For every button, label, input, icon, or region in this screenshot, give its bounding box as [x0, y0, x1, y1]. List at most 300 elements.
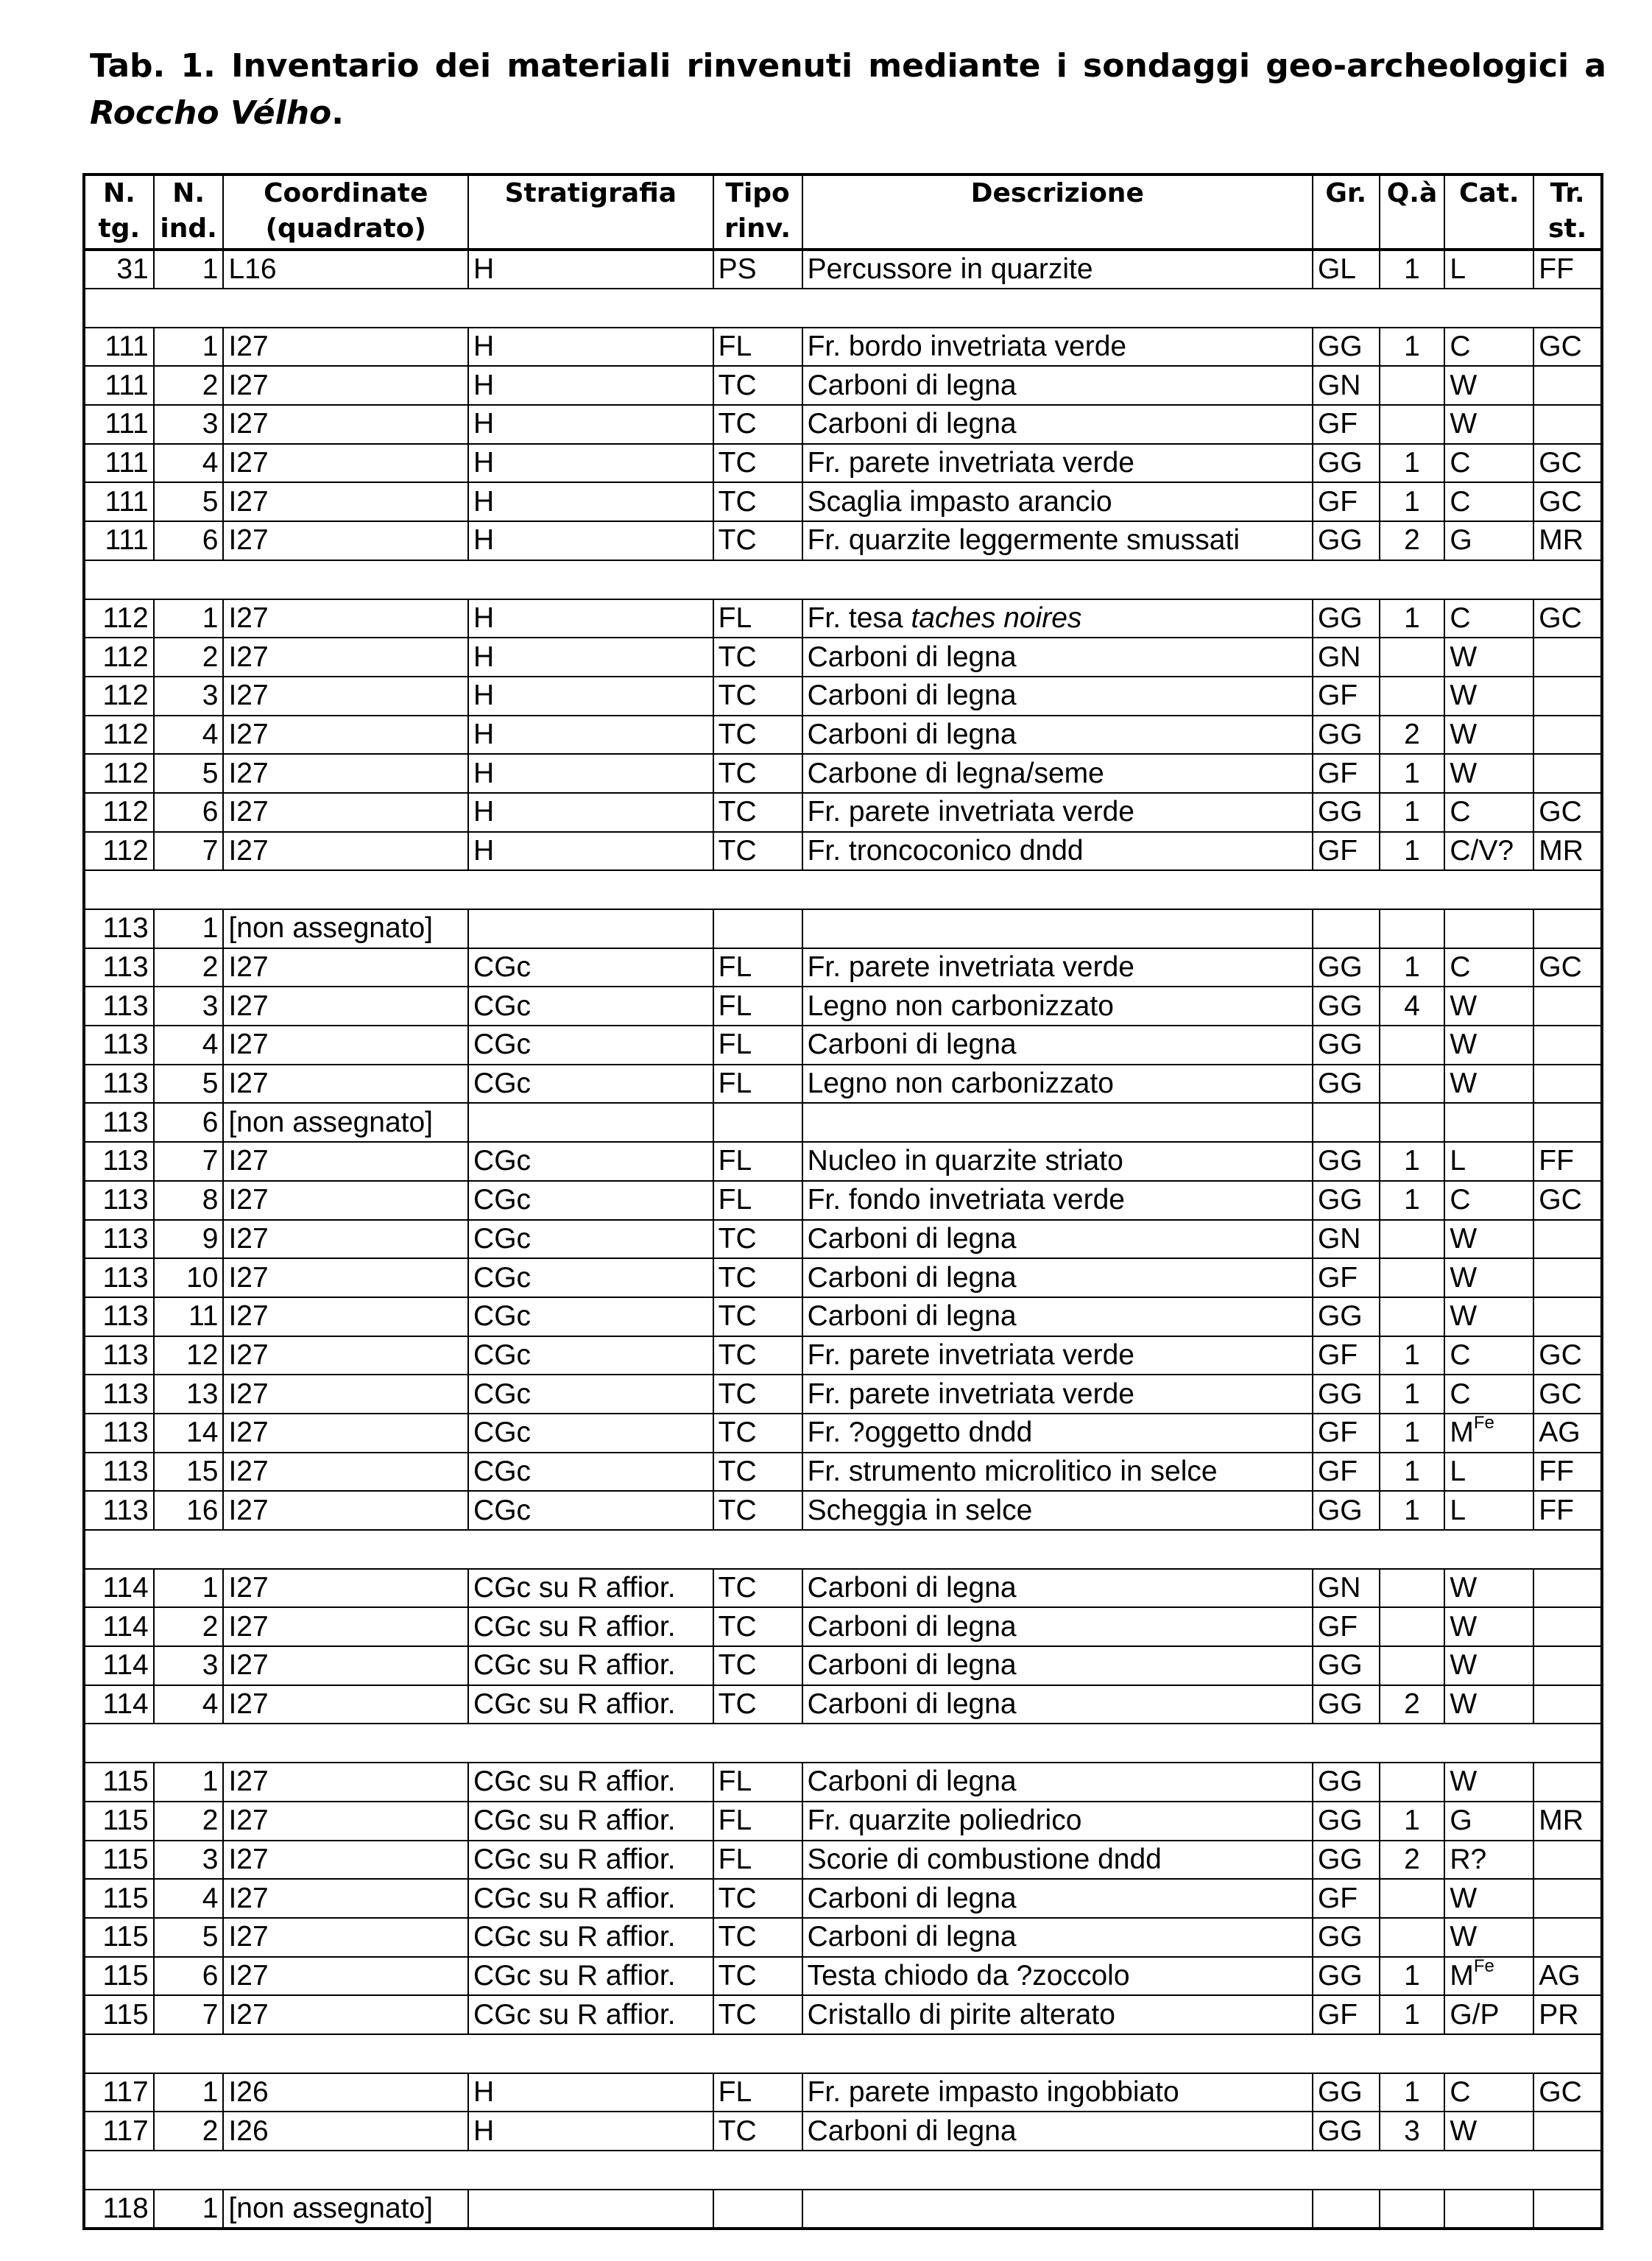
cell-tr-st — [1533, 1685, 1602, 1724]
cell-n-ind — [154, 1646, 224, 1685]
cell-n-ind-text: 2 — [202, 1610, 219, 1643]
cell-n-tg-text: 113 — [102, 1068, 149, 1100]
cell-descrizione-text: Scorie di combustione dndd — [807, 1843, 1162, 1875]
cell-qta — [1380, 987, 1445, 1026]
cell-tr-st-text: MR — [1539, 524, 1584, 557]
cell-tr-st — [1533, 754, 1602, 793]
cell-descrizione-text: Fr. strumento microlitico in selce — [807, 1455, 1218, 1487]
header-line-1: N. — [172, 178, 205, 208]
cell-coordinate-text: L16 — [228, 253, 277, 285]
header-line-1: Cat. — [1458, 178, 1519, 208]
cell-n-ind-text: 5 — [202, 485, 219, 518]
cell-tr-st — [1533, 1103, 1602, 1142]
cell-n-ind-text: 4 — [202, 1882, 219, 1914]
cell-n-ind — [154, 1607, 224, 1646]
cell-descrizione — [802, 1646, 1313, 1685]
cell-qta — [1380, 677, 1445, 716]
cell-n-ind — [154, 793, 224, 832]
cell-coordinate — [223, 638, 468, 677]
cell-gr-text: GG — [1317, 1805, 1363, 1837]
separator-cell — [84, 2034, 1602, 2073]
cell-qta-text: 2 — [1404, 1843, 1420, 1875]
cell-tr-st — [1533, 1375, 1602, 1414]
cell-n-ind-text: 14 — [186, 1417, 219, 1449]
cell-n-tg — [84, 1685, 154, 1724]
cell-stratigrafia — [468, 1607, 713, 1646]
cell-cat — [1444, 366, 1533, 405]
cell-n-tg-text: 113 — [102, 1455, 149, 1487]
cell-tr-st-text: FF — [1539, 1145, 1574, 1177]
cell-qta — [1380, 948, 1445, 987]
cell-stratigrafia — [468, 987, 713, 1026]
table-body — [84, 250, 1602, 2229]
cell-coordinate-text: I27 — [228, 680, 269, 712]
cell-n-tg-text: 113 — [102, 1417, 149, 1449]
header-tr-st — [1533, 174, 1602, 250]
header-descrizione — [802, 174, 1313, 250]
cell-coordinate — [223, 444, 468, 483]
cell-gr-text: GG — [1317, 1145, 1363, 1177]
cell-tipo-rinv-text: TC — [718, 369, 757, 401]
cell-n-ind — [154, 2112, 224, 2151]
cell-cat — [1444, 405, 1533, 444]
cell-tr-st-text: GC — [1539, 951, 1582, 984]
cell-cat — [1444, 250, 1533, 289]
cell-gr — [1313, 677, 1380, 716]
cell-gr-text: GG — [1317, 2075, 1363, 2108]
table-row — [84, 1142, 1602, 1181]
table-row — [84, 793, 1602, 832]
cell-qta — [1380, 1258, 1445, 1297]
cell-n-ind-text: 10 — [186, 1261, 219, 1294]
cell-n-ind — [154, 1220, 224, 1259]
cell-n-tg — [84, 1957, 154, 1996]
cell-tipo-rinv — [713, 1142, 802, 1181]
cell-coordinate-text: I27 — [228, 1766, 269, 1798]
cell-tr-st-text: GC — [1539, 602, 1582, 634]
cell-n-ind — [154, 716, 224, 755]
table-row — [84, 1103, 1602, 1142]
cell-coordinate-text: I27 — [228, 1649, 269, 1682]
cell-n-ind-text: 8 — [202, 1184, 219, 1216]
header-line-1: Gr. — [1325, 178, 1367, 208]
cell-n-tg-text: 117 — [102, 2114, 149, 2147]
cell-descrizione — [802, 948, 1313, 987]
cell-n-ind — [154, 2190, 224, 2229]
cell-gr-text: GG — [1317, 447, 1363, 479]
cell-stratigrafia-text: CGc — [473, 1494, 532, 1526]
group-separator-row — [84, 2151, 1602, 2190]
cell-tr-st-text: GC — [1539, 331, 1582, 363]
cell-stratigrafia-text: H — [473, 524, 495, 557]
cell-coordinate-text: I27 — [228, 1261, 269, 1294]
cell-cat-text: G — [1450, 1805, 1472, 1837]
cell-tipo-rinv — [713, 2112, 802, 2151]
cell-gr-text: GG — [1317, 602, 1363, 634]
cell-cat-text: W — [1450, 369, 1478, 401]
cell-coordinate — [223, 1258, 468, 1297]
cell-cat-text: C — [1450, 1378, 1471, 1410]
cell-tipo-rinv-text: FL — [718, 1766, 752, 1798]
cell-coordinate — [223, 1569, 468, 1608]
cell-tipo-rinv-text: TC — [718, 1882, 757, 1914]
cell-cat-text: W — [1450, 1261, 1478, 1294]
table-row — [84, 638, 1602, 677]
cell-tr-st-text: GC — [1539, 485, 1582, 518]
cell-n-tg-text: 111 — [105, 524, 149, 557]
separator-cell — [84, 1724, 1602, 1763]
category-superscript: Fe — [1473, 1956, 1494, 1976]
cell-n-ind-text: 1 — [202, 602, 219, 634]
cell-tipo-rinv — [713, 832, 802, 871]
cell-qta-text: 1 — [1404, 951, 1420, 984]
cell-qta — [1380, 716, 1445, 755]
cell-tipo-rinv — [713, 1841, 802, 1880]
cell-tipo-rinv — [713, 521, 802, 560]
cell-n-tg-text: 111 — [105, 369, 149, 401]
cell-coordinate — [223, 1841, 468, 1880]
cell-gr — [1313, 1763, 1380, 1802]
cell-stratigrafia-text: CGc su R affior. — [473, 1959, 676, 1992]
table-row — [84, 2112, 1602, 2151]
cell-n-ind-text: 1 — [202, 1766, 219, 1798]
cell-descrizione — [802, 2190, 1313, 2229]
cell-descrizione-text: Carboni di legna — [807, 2114, 1017, 2147]
cell-tipo-rinv-text: TC — [718, 1688, 757, 1721]
cell-tr-st-text: GC — [1539, 796, 1582, 828]
cell-coordinate — [223, 1297, 468, 1336]
cell-stratigrafia — [468, 1763, 713, 1802]
cell-tr-st-text: MR — [1539, 1805, 1584, 1837]
cell-n-tg-text: 112 — [102, 680, 149, 712]
cell-qta — [1380, 1297, 1445, 1336]
cell-tr-st — [1533, 1142, 1602, 1181]
cell-cat — [1444, 1065, 1533, 1104]
cell-gr — [1313, 1453, 1380, 1492]
cell-stratigrafia — [468, 1220, 713, 1259]
cell-gr — [1313, 1220, 1380, 1259]
cell-gr — [1313, 1995, 1380, 2034]
cell-n-tg — [84, 948, 154, 987]
table-row — [84, 2190, 1602, 2229]
cell-gr — [1313, 832, 1380, 871]
cell-n-ind-text: 4 — [202, 718, 219, 750]
cell-gr-text: GL — [1317, 253, 1356, 285]
cell-tr-st-text: FF — [1539, 1455, 1574, 1487]
cell-descrizione — [802, 1957, 1313, 1996]
cell-descrizione — [802, 909, 1313, 948]
cell-stratigrafia-text: CGc su R affior. — [473, 1921, 676, 1953]
cell-qta — [1380, 1685, 1445, 1724]
cell-n-tg-text: 113 — [102, 1261, 149, 1294]
cell-cat — [1444, 832, 1533, 871]
cell-qta-text: 1 — [1404, 1378, 1420, 1410]
cell-descrizione-text: Carboni di legna — [807, 369, 1017, 401]
cell-descrizione — [802, 1453, 1313, 1492]
cell-cat-text: L — [1450, 1145, 1466, 1177]
cell-tipo-rinv — [713, 2073, 802, 2112]
cell-qta-text: 1 — [1404, 1805, 1420, 1837]
cell-n-tg-text: 115 — [102, 1843, 149, 1875]
cell-n-tg — [84, 366, 154, 405]
cell-n-ind — [154, 1142, 224, 1181]
cell-descrizione-text: Carboni di legna — [807, 680, 1017, 712]
cell-qta — [1380, 2073, 1445, 2112]
cell-stratigrafia — [468, 1414, 713, 1453]
cell-tr-st — [1533, 1026, 1602, 1065]
cell-tipo-rinv-text: TC — [718, 1417, 757, 1449]
caption-text: Inventario dei materiali rinvenuti mediante i sondaggi geo-archeologici a — [231, 47, 1606, 85]
cell-n-ind-text: 5 — [202, 757, 219, 789]
cell-cat-text: W — [1450, 718, 1478, 750]
cell-n-ind — [154, 638, 224, 677]
cell-coordinate — [223, 1065, 468, 1104]
cell-gr-text: GG — [1317, 951, 1363, 984]
cell-qta — [1380, 832, 1445, 871]
cell-cat — [1444, 677, 1533, 716]
cell-cat — [1444, 793, 1533, 832]
cell-qta — [1380, 1220, 1445, 1259]
cell-gr-text: GG — [1317, 796, 1363, 828]
cell-stratigrafia — [468, 2190, 713, 2229]
cell-cat-text: C — [1450, 796, 1471, 828]
cell-coordinate — [223, 482, 468, 521]
cell-descrizione — [802, 1026, 1313, 1065]
cell-n-ind — [154, 1453, 224, 1492]
cell-qta — [1380, 1607, 1445, 1646]
cell-cat — [1444, 1802, 1533, 1841]
cell-coordinate — [223, 716, 468, 755]
cell-n-ind-text: 3 — [202, 990, 219, 1022]
cell-gr — [1313, 793, 1380, 832]
header-line-2: ind. — [160, 214, 217, 244]
cell-coordinate-text: I27 — [228, 331, 269, 363]
header-line-1: Q.à — [1386, 178, 1438, 208]
cell-n-tg-text: 115 — [102, 1805, 149, 1837]
cell-cat-text: W — [1450, 1921, 1478, 1953]
table-header — [84, 174, 1602, 250]
cell-qta — [1380, 482, 1445, 521]
cell-n-tg-text: 114 — [102, 1649, 149, 1682]
cell-gr-text: GG — [1317, 1688, 1363, 1721]
cell-coordinate — [223, 521, 468, 560]
cell-gr-text: GN — [1317, 1572, 1361, 1604]
cell-n-tg — [84, 1181, 154, 1220]
cell-n-ind-text: 7 — [202, 1145, 219, 1177]
cell-tr-st-text: GC — [1539, 2075, 1582, 2108]
cell-stratigrafia — [468, 1181, 713, 1220]
cell-tipo-rinv-text: FL — [718, 951, 752, 984]
cell-n-tg — [84, 793, 154, 832]
cell-gr-text: GG — [1317, 1494, 1363, 1526]
cell-tr-st — [1533, 1995, 1602, 2034]
cell-descrizione-text: Legno non carbonizzato — [807, 1068, 1114, 1100]
cell-stratigrafia-text: H — [473, 718, 495, 750]
cell-stratigrafia — [468, 793, 713, 832]
cell-gr — [1313, 638, 1380, 677]
cell-cat-text: L — [1450, 1494, 1466, 1526]
cell-descrizione — [802, 444, 1313, 483]
cell-stratigrafia — [468, 677, 713, 716]
cell-stratigrafia — [468, 1569, 713, 1608]
table-row — [84, 1918, 1602, 1957]
cell-coordinate-text: I27 — [228, 447, 269, 479]
cell-tipo-rinv — [713, 405, 802, 444]
cell-descrizione — [802, 1258, 1313, 1297]
cell-n-tg — [84, 444, 154, 483]
cell-n-ind — [154, 1026, 224, 1065]
cell-cat — [1444, 1879, 1533, 1918]
cell-coordinate-text: I27 — [228, 757, 269, 789]
header-line-2: rinv. — [724, 214, 791, 244]
cell-stratigrafia-text: CGc — [473, 1417, 532, 1449]
cell-gr-text: GG — [1317, 2114, 1363, 2147]
cell-gr-text: GG — [1317, 524, 1363, 557]
cell-stratigrafia-text: H — [473, 602, 495, 634]
cell-qta — [1380, 1569, 1445, 1608]
cell-stratigrafia-text: CGc — [473, 1145, 532, 1177]
cell-coordinate — [223, 1414, 468, 1453]
cell-tr-st — [1533, 638, 1602, 677]
cell-n-tg — [84, 638, 154, 677]
cell-tr-st — [1533, 1957, 1602, 1996]
cell-tipo-rinv-text: TC — [718, 1455, 757, 1487]
cell-n-ind — [154, 1258, 224, 1297]
cell-tipo-rinv — [713, 599, 802, 638]
inventory-table — [82, 173, 1603, 2230]
cell-cat — [1444, 1763, 1533, 1802]
cell-n-ind-text: 2 — [202, 641, 219, 673]
cell-qta — [1380, 599, 1445, 638]
cell-n-ind — [154, 1763, 224, 1802]
cell-gr — [1313, 1142, 1380, 1181]
cell-tipo-rinv — [713, 1297, 802, 1336]
cell-coordinate — [223, 366, 468, 405]
cell-coordinate-text: I26 — [228, 2075, 269, 2108]
cell-coordinate — [223, 1957, 468, 1996]
cell-descrizione-text: Carboni di legna — [807, 1222, 1017, 1255]
cell-tipo-rinv-text: TC — [718, 1300, 757, 1333]
cell-gr — [1313, 482, 1380, 521]
cell-descrizione-text: Nucleo in quarzite striato — [807, 1145, 1123, 1177]
cell-coordinate — [223, 1220, 468, 1259]
cell-coordinate — [223, 987, 468, 1026]
cell-n-ind-text: 5 — [202, 1921, 219, 1953]
cell-tr-st — [1533, 1569, 1602, 1608]
header-n-tg — [84, 174, 154, 250]
cell-coordinate-text: I27 — [228, 1998, 269, 2031]
cell-descrizione-text: Fr. troncoconico dndd — [807, 834, 1084, 867]
cell-tipo-rinv — [713, 716, 802, 755]
cell-qta — [1380, 1646, 1445, 1685]
cell-gr — [1313, 1026, 1380, 1065]
cell-descrizione — [802, 482, 1313, 521]
cell-gr — [1313, 1491, 1380, 1530]
cell-tipo-rinv-text: FL — [718, 1145, 752, 1177]
cell-tipo-rinv-text: TC — [718, 408, 757, 440]
cell-n-tg — [84, 1375, 154, 1414]
cell-stratigrafia-text: CGc — [473, 1222, 532, 1255]
cell-n-tg-text: 115 — [102, 1882, 149, 1914]
table-row — [84, 1841, 1602, 1880]
cell-cat — [1444, 1957, 1533, 1996]
cell-coordinate — [223, 405, 468, 444]
cell-tr-st — [1533, 832, 1602, 871]
cell-tipo-rinv-text: TC — [718, 1649, 757, 1682]
cell-descrizione — [802, 1065, 1313, 1104]
table-row — [84, 832, 1602, 871]
cell-cat — [1444, 1918, 1533, 1957]
cell-cat-text: W — [1450, 641, 1478, 673]
cell-tr-st — [1533, 2190, 1602, 2229]
cell-stratigrafia-text: H — [473, 2075, 495, 2108]
cell-qta — [1380, 909, 1445, 948]
cell-stratigrafia — [468, 1879, 713, 1918]
header-line-1: Tr. — [1550, 178, 1585, 208]
cell-stratigrafia-text: H — [473, 447, 495, 479]
cell-n-ind — [154, 328, 224, 367]
cell-stratigrafia — [468, 1802, 713, 1841]
cell-gr — [1313, 1879, 1380, 1918]
cell-coordinate-text: I27 — [228, 485, 269, 518]
cell-tipo-rinv — [713, 1685, 802, 1724]
table-row — [84, 1026, 1602, 1065]
cell-cat — [1444, 1103, 1533, 1142]
cell-n-tg-text: 113 — [102, 1029, 149, 1061]
separator-cell — [84, 560, 1602, 599]
cell-n-ind — [154, 1297, 224, 1336]
cell-qta — [1380, 1491, 1445, 1530]
cell-tipo-rinv — [713, 482, 802, 521]
cell-tr-st — [1533, 1258, 1602, 1297]
cell-cat-text: G — [1450, 524, 1472, 557]
separator-cell — [84, 1530, 1602, 1569]
cell-gr — [1313, 2190, 1380, 2229]
cell-n-tg-text: 113 — [102, 1106, 149, 1138]
cell-descrizione-text: Fr. tesa — [807, 602, 911, 634]
cell-stratigrafia-text: H — [473, 331, 495, 363]
cell-tr-st — [1533, 1607, 1602, 1646]
cell-stratigrafia-text: CGc — [473, 990, 532, 1022]
cell-tipo-rinv-text: FL — [718, 1184, 752, 1216]
cell-n-tg-text: 113 — [102, 1300, 149, 1333]
cell-tipo-rinv — [713, 1763, 802, 1802]
cell-tipo-rinv-text: FL — [718, 990, 752, 1022]
cell-gr-text: GG — [1317, 1649, 1363, 1682]
cell-tipo-rinv-text: TC — [718, 641, 757, 673]
cell-descrizione — [802, 1103, 1313, 1142]
cell-n-ind-text: 7 — [202, 834, 219, 867]
cell-descrizione — [802, 521, 1313, 560]
cell-n-tg-text: 113 — [102, 951, 149, 984]
cell-descrizione — [802, 1414, 1313, 1453]
cell-cat — [1444, 1685, 1533, 1724]
cell-cat-text: C — [1450, 951, 1471, 984]
cell-n-tg — [84, 1491, 154, 1530]
cell-stratigrafia-text: H — [473, 834, 495, 867]
cell-cat — [1444, 716, 1533, 755]
cell-stratigrafia-text: H — [473, 369, 495, 401]
cell-cat-text: G/P — [1450, 1998, 1500, 2031]
cell-gr-text: GG — [1317, 1766, 1363, 1798]
cell-tipo-rinv-text: TC — [718, 447, 757, 479]
cell-n-tg-text: 111 — [105, 408, 149, 440]
cell-gr — [1313, 1607, 1380, 1646]
cell-stratigrafia-text: CGc — [473, 1184, 532, 1216]
cell-qta-text: 2 — [1404, 1688, 1420, 1721]
cell-stratigrafia-text: CGc — [473, 1261, 532, 1294]
table-row — [84, 328, 1602, 367]
